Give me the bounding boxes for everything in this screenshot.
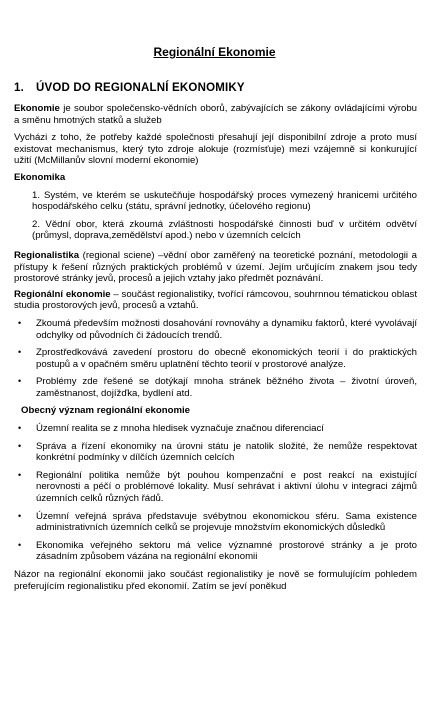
paragraph-ekonomie: [14, 103, 417, 126]
bullet-text: Zkoumá především možnosti dosahování rovnováhy a dynamiku faktorů, které vyvolávají odchylky od původních či žádoucích trendů.: [36, 317, 417, 341]
list-item: [14, 511, 417, 534]
heading-ekonomika: Ekonomika: [14, 171, 66, 183]
paragraph-vychazi: Vycházi z toho, že potřeby každé společnosti přesahují její disponibilní zdroje a proto musí existovat mechanismus, který tyto zdroje alokuje (rozmísťuje) mezi vzájemně si konkurující užití (McMillanův slovní moderní ekonomie): [14, 132, 417, 167]
chapter-number: 1.: [14, 82, 24, 94]
paragraph-final: Názor na regionální ekonomii jako součást regionalistiky je nově se formulujícím pohledem preferujícím regionalistiku před ekonomií. Zatím se jeví poněkud: [14, 569, 417, 592]
bullet-icon: •: [18, 539, 22, 550]
list-item: [14, 441, 417, 464]
bullet-text: Zprostředkovává zavedení prostoru do obecně ekonomických teorií i do praktických postupů a v opačném směru uplatnění těchto teorií v prostorové analýze.: [36, 347, 417, 370]
bullet-text: Územní veřejná správa představuje svébytnou ekonomickou sféru. Sama existence administrativních územních celků se projevuje množstvím ekonomických důsledků: [36, 510, 417, 534]
page-title: Regionální Ekonomie: [153, 45, 276, 59]
bullet-text: Regionální politika nemůže být pouhou kompenzační e post reakcí na existující nerovnosti a péčí o problémové lokality. Musí sehrávat i aktivní úlohu v integraci zájmů územních celků různých řádů.: [36, 469, 417, 505]
paragraph-regionalni-ekonomie: [14, 289, 417, 312]
bullet-text: Správa a řízení ekonomiky na úrovni státu je natolik složité, že nemůže respektovat konkrétní podmínky v dílčích územních celcích: [36, 440, 417, 464]
bullet-list-a: [14, 318, 417, 400]
paragraph-regionalistika-text: (regional sciene) –vědní obor zaměřený na teoretické poznání, metodologii a přístupy k řešení různých praktických problémů v území. Jejím určujícím znakem jsou tedy prostorové stránky jevů, procesů a jejich vztahy jako předmět poznávání.: [14, 249, 417, 285]
bullet-icon: •: [18, 440, 22, 451]
bullet-icon: •: [18, 347, 22, 358]
list-item: 1. Systém, ve kterém se uskutečňuje hospodářský proces vymezený hranicemi určitého hospodářského celku (státu, správní jednotky, účelového regionu): [32, 189, 417, 213]
document-body: [14, 103, 417, 592]
paragraph-regionalni-ekonomie-text: – součást regionalistiky, tvořící rámcovou, souhrnnou tématickou oblast studia prostorových jevů, procesů a vztahů.: [14, 288, 417, 312]
bullet-icon: •: [18, 376, 22, 387]
heading-obecny-vyznam: Obecný význam regionální ekonomie: [21, 405, 191, 417]
bullet-icon: •: [18, 510, 22, 521]
list-item: [14, 318, 417, 341]
list-item: 2. Vědní obor, která zkoumá zvláštnosti hospodářské činnosti buď v určitém odvětví (průmysl, doprava,zemědělství apod.) nebo v územních celcích: [32, 218, 417, 242]
bullet-text: Problémy zde řešené se dotýkají mnoha stránek běžného života – životní úroveň, zaměstnanost, dojížďka, bydlení atd.: [36, 376, 417, 399]
list-item: [14, 470, 417, 505]
chapter-heading: [14, 83, 245, 95]
bullet-icon: •: [18, 317, 22, 328]
list-item: [14, 540, 417, 563]
bullet-text: Územní realita se z mnoha hledisek vyznačuje značnou diferenciací: [36, 423, 324, 435]
paragraph-ekonomie-text: je soubor společensko-vědních oborů, zabývajících se zákony ovládajícími výrobu a směnu hmotných statků a služeb: [14, 103, 417, 126]
bullet-list-b: [14, 423, 417, 563]
ekonomika-list: [32, 190, 417, 242]
list-item: [14, 347, 417, 370]
list-item: [14, 423, 417, 435]
bullet-icon: •: [18, 423, 22, 434]
bullet-text: Ekonomika veřejného sektoru má velice významné prostorové stránky a je proto zásadním způsobem vázána na regionální ekonomii: [36, 539, 417, 563]
chapter-title: ÚVOD DO REGIONALNÍ EKONOMIKY: [36, 82, 245, 94]
list-item: [14, 376, 417, 399]
term-ekonomie: Ekonomie: [14, 103, 60, 114]
paragraph-regionalistika: [14, 250, 417, 285]
term-regionalistika: Regionalistika: [14, 249, 80, 261]
term-regionalni-ekonomie: Regionální ekonomie: [14, 288, 111, 300]
bullet-icon: •: [18, 469, 22, 480]
